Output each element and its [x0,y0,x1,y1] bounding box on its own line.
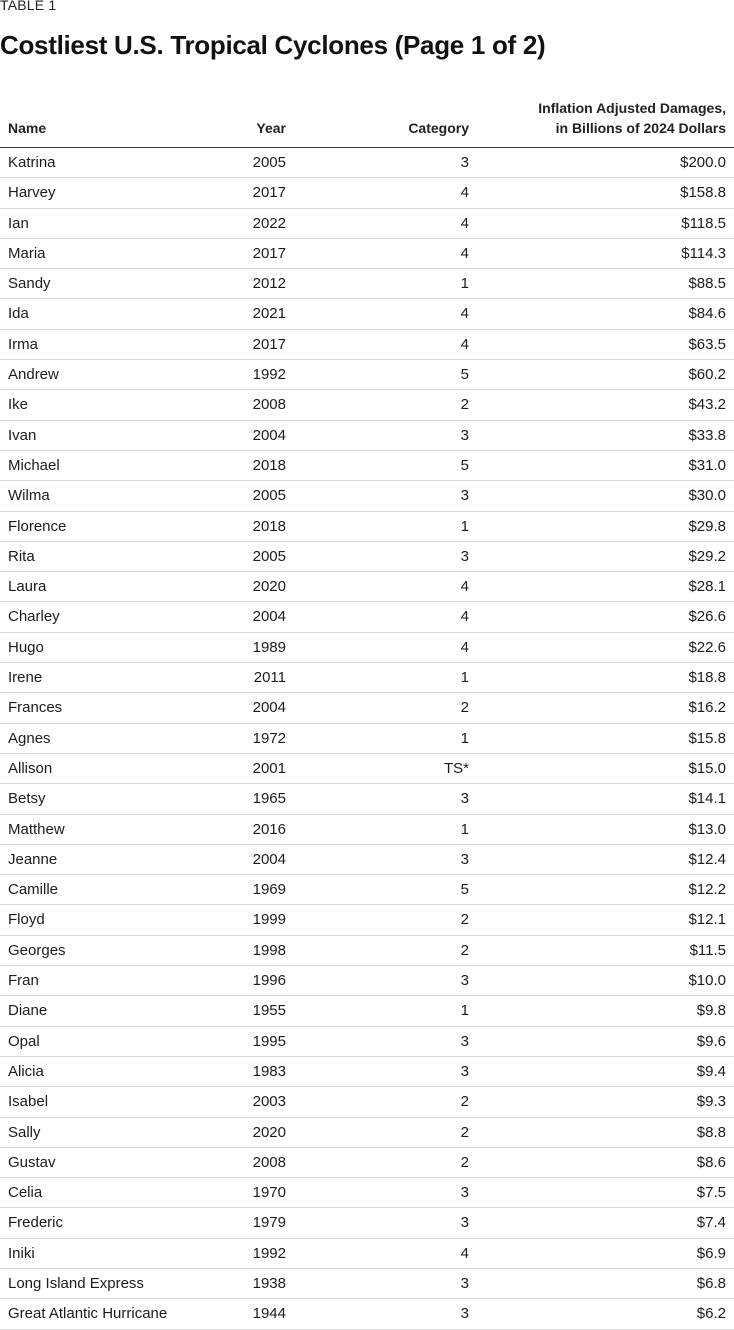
cell-year: 2005 [252,487,286,505]
table-row [0,1299,734,1329]
cell-year: 1970 [252,1184,286,1202]
cell-damages: $15.8 [688,729,726,747]
cell-year: 1944 [252,1305,286,1323]
cell-year: 1965 [252,790,286,808]
table-row [0,845,734,875]
cell-name: Andrew [8,366,59,384]
table-row [0,663,734,693]
table-row [0,633,734,663]
table-row [0,1208,734,1238]
cell-year: 1998 [252,941,286,959]
cell-damages: $84.6 [688,305,726,323]
cell-year: 2005 [252,154,286,171]
table-row [0,542,734,572]
cell-name: Floyd [8,911,45,929]
cell-damages: $28.1 [688,578,726,596]
cell-name: Sally [8,1123,41,1141]
cell-damages: $31.0 [688,456,726,474]
cell-name: Allison [8,759,53,777]
cell-damages: $12.1 [688,911,726,929]
cell-name: Laura [8,578,47,596]
cell-damages: $158.8 [680,184,726,202]
cell-damages: $12.4 [688,850,726,868]
cell-name: Ida [8,305,29,323]
cell-category: 3 [460,1062,469,1080]
cell-category: 3 [460,426,469,444]
cell-category: 1 [460,669,469,687]
cell-name: Irene [8,669,43,687]
cell-category: 4 [460,578,469,596]
cell-year: 2017 [252,244,286,262]
cell-year: 2004 [252,608,286,626]
cell-name: Harvey [8,184,56,202]
cell-year: 2018 [252,456,286,474]
cell-year: 1996 [252,972,286,990]
cell-damages: $33.8 [688,426,726,444]
cell-name: Celia [8,1184,43,1202]
cell-damages: $200.0 [680,154,726,171]
cell-damages: $118.5 [681,214,726,232]
cell-damages: $14.1 [688,790,726,808]
cell-damages: $12.2 [688,881,726,899]
cell-damages: $29.8 [688,517,726,535]
header-damages [538,98,726,138]
cell-name: Ian [8,214,29,232]
cell-damages: $15.0 [688,759,726,777]
table-header [0,98,734,148]
cell-category: 3 [460,1032,469,1050]
cell-category: 4 [460,1244,469,1262]
cell-category: 3 [460,850,469,868]
cell-category: 2 [460,1093,469,1111]
cell-category: 3 [460,1274,469,1292]
table-row [0,512,734,542]
cell-name: Frances [8,699,63,717]
table-row [0,784,734,814]
cell-name: Michael [8,456,60,474]
cell-name: Iniki [8,1244,35,1262]
cell-year: 2003 [252,1093,286,1111]
table-row [0,905,734,935]
table-row [0,360,734,390]
cell-category: 4 [460,305,469,323]
cell-category: 2 [460,941,469,959]
table-row [0,239,734,269]
header-name: Name [8,120,47,136]
cell-name: Diane [8,1002,48,1020]
table-row [0,1269,734,1299]
cell-category: 3 [460,972,469,990]
cell-category: 1 [460,820,469,838]
table-row [0,1239,734,1269]
cell-category: 5 [460,456,469,474]
cell-category: 4 [460,184,469,202]
cell-name: Camille [8,881,59,899]
table-kicker: TABLE 1 [0,0,57,13]
cell-year: 2011 [253,669,286,687]
cell-year: 1999 [252,911,286,929]
cell-category: 2 [460,1123,469,1141]
header-year: Year [256,120,286,136]
cell-name: Agnes [8,729,51,747]
cell-damages: $8.6 [696,1153,726,1171]
cell-damages: $29.2 [688,547,726,565]
cell-name: Isabel [8,1093,49,1111]
table-row [0,602,734,632]
table-row [0,966,734,996]
cell-name: Fran [8,972,39,990]
cell-year: 2004 [252,699,286,717]
table-row [0,572,734,602]
cell-damages: $30.0 [688,487,726,505]
cell-damages: $7.4 [696,1214,726,1232]
cell-year: 1989 [252,638,286,656]
header-category: Category [408,120,469,136]
table-row [0,269,734,299]
cell-category: 3 [460,547,469,565]
header-damages-line2: in Billions of 2024 Dollars [555,120,726,136]
cell-year: 2005 [252,547,286,565]
cell-category: 3 [460,1214,469,1232]
cell-category: 3 [460,1305,469,1323]
cell-damages: $26.6 [688,608,726,626]
cell-name: Florence [8,517,67,535]
cell-year: 1969 [252,881,286,899]
cell-year: 1983 [252,1062,286,1080]
cell-year: 1992 [252,366,286,384]
table-row [0,451,734,481]
cell-damages: $16.2 [688,699,726,717]
cell-category: 3 [460,487,469,505]
cell-damages: $114.3 [681,244,726,262]
cell-damages: $22.6 [688,638,726,656]
cell-name: Gustav [8,1153,56,1171]
cell-name: Frederic [8,1214,64,1232]
cell-category: 4 [460,335,469,353]
cell-damages: $9.4 [696,1062,726,1080]
table-row [0,148,734,178]
cell-name: Ivan [8,426,37,444]
cell-year: 2018 [252,517,286,535]
cell-category: 4 [460,608,469,626]
cell-year: 2020 [252,1123,286,1141]
cell-damages: $13.0 [688,820,726,838]
cell-damages: $11.5 [689,941,726,959]
cell-year: 2008 [252,396,286,414]
cell-damages: $9.6 [696,1032,726,1050]
cell-damages: $9.8 [696,1002,726,1020]
table-row [0,1087,734,1117]
table-row [0,996,734,1026]
table-row [0,209,734,239]
cell-name: Opal [8,1032,40,1050]
cell-name: Alicia [8,1062,44,1080]
cell-year: 2004 [252,850,286,868]
cell-damages: $9.3 [696,1093,726,1111]
cell-year: 1955 [252,1002,286,1020]
table-row [0,724,734,754]
table-row [0,1118,734,1148]
cell-name: Matthew [8,820,65,838]
cell-category: 5 [460,881,469,899]
cell-category: 4 [460,244,469,262]
cell-damages: $60.2 [688,366,726,384]
table-row [0,421,734,451]
table-row [0,1027,734,1057]
cell-year: 1972 [252,729,286,747]
cell-year: 2021 [252,305,286,323]
cyclones-table [0,98,734,1330]
cell-year: 2017 [252,184,286,202]
cell-name: Wilma [8,487,50,505]
cell-name: Sandy [8,275,51,293]
cell-name: Great Atlantic Hurricane [8,1305,168,1323]
header-damages-line1: Inflation Adjusted Damages, [538,100,726,116]
table-row [0,299,734,329]
cell-year: 2004 [252,426,286,444]
cell-name: Jeanne [8,850,58,868]
cell-damages: $6.8 [696,1274,726,1292]
table-row [0,1057,734,1087]
cell-category: TS* [443,759,469,777]
cell-name: Katrina [8,154,56,171]
cell-category: 2 [460,699,469,717]
cell-year: 2012 [252,275,286,293]
cell-year: 1995 [252,1032,286,1050]
cell-year: 2022 [252,214,286,232]
cell-year: 1992 [252,1244,286,1262]
cell-category: 1 [460,1002,469,1020]
table-body [0,148,734,1330]
cell-category: 3 [460,154,469,171]
cell-year: 2008 [252,1153,286,1171]
table-row [0,936,734,966]
cell-damages: $18.8 [688,669,726,687]
cell-category: 1 [460,729,469,747]
cell-damages: $63.5 [688,335,726,353]
page-title: Costliest U.S. Tropical Cyclones (Page 1 of 2) [0,30,546,60]
cell-category: 2 [460,911,469,929]
table-row [0,815,734,845]
cell-category: 3 [460,790,469,808]
cell-damages: $8.8 [696,1123,726,1141]
cell-name: Ike [8,396,29,414]
table-row [0,693,734,723]
cell-damages: $10.0 [688,972,726,990]
cell-year: 2016 [252,820,286,838]
table-row [0,875,734,905]
cell-category: 1 [460,517,469,535]
cell-damages: $7.5 [696,1184,726,1202]
cell-category: 5 [460,366,469,384]
cell-name: Maria [8,244,46,262]
cell-category: 4 [460,638,469,656]
table-row [0,178,734,208]
table-row [0,1178,734,1208]
cell-category: 1 [460,275,469,293]
table-row [0,330,734,360]
table-row [0,481,734,511]
cell-damages: $43.2 [688,396,726,414]
cell-name: Charley [8,608,60,626]
table-row [0,1148,734,1178]
cell-name: Irma [8,335,38,353]
cell-name: Long Island Express [8,1274,144,1292]
cell-year: 2020 [252,578,286,596]
cell-category: 3 [460,1184,469,1202]
cell-category: 4 [460,214,469,232]
cell-name: Rita [8,547,35,565]
cell-year: 1938 [252,1274,286,1292]
cell-damages: $88.5 [688,275,726,293]
cell-damages: $6.9 [696,1244,726,1262]
cell-category: 2 [460,1153,469,1171]
cell-year: 1979 [252,1214,286,1232]
cell-category: 2 [460,396,469,414]
table-row [0,754,734,784]
cell-name: Georges [8,941,66,959]
cell-year: 2017 [252,335,286,353]
cell-year: 2001 [252,759,286,777]
cell-damages: $6.2 [696,1305,726,1323]
cell-name: Hugo [8,638,44,656]
cell-name: Betsy [8,790,46,808]
table-row [0,390,734,420]
